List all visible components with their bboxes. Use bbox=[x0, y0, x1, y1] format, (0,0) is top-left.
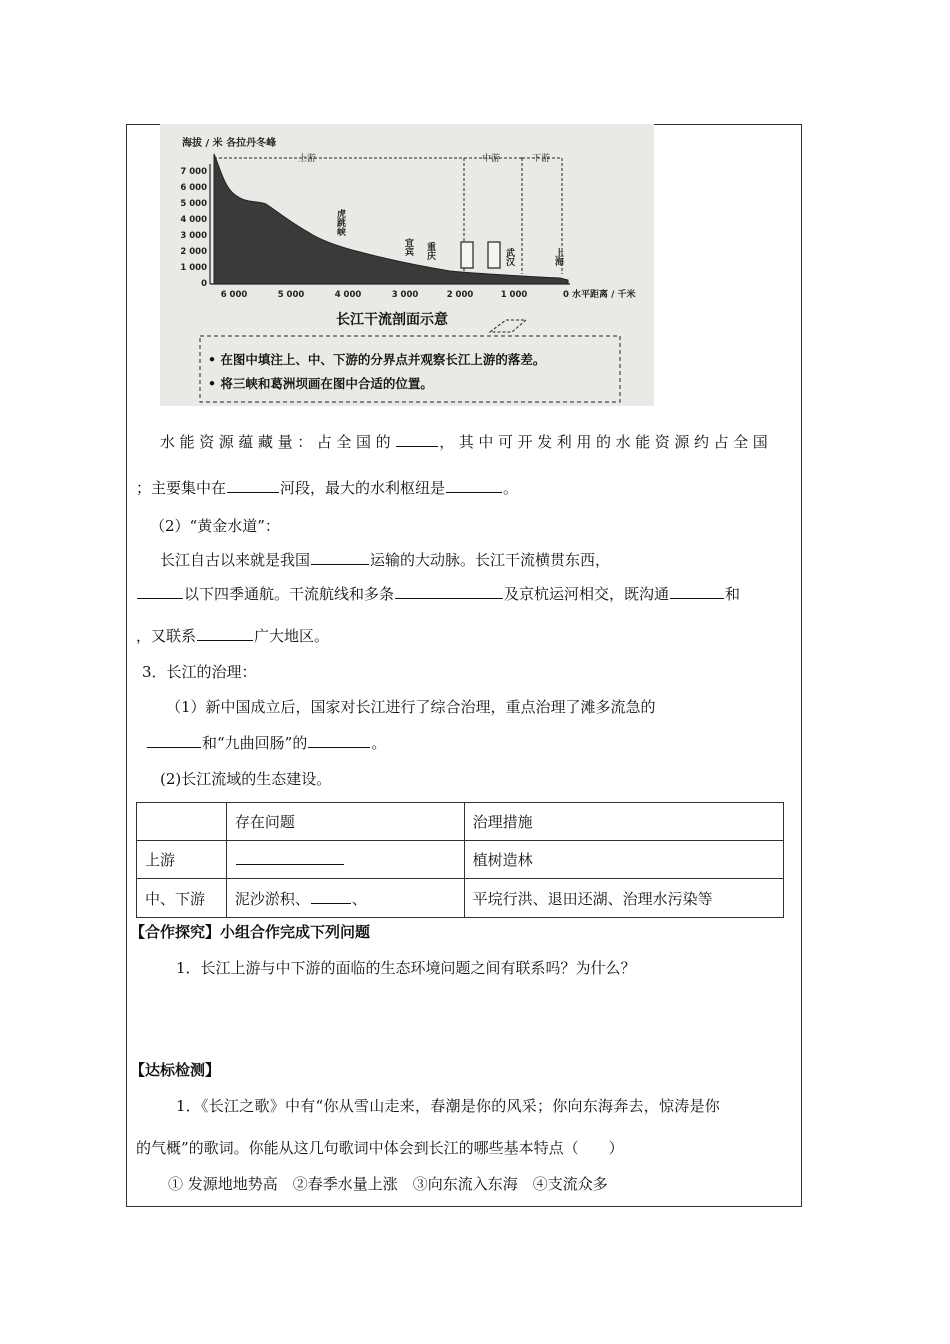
table-header-cell: 治理措施 bbox=[464, 803, 783, 841]
figure-title: 长江干流剖面示意 bbox=[336, 312, 448, 328]
govern-title: 3．长江的治理： bbox=[142, 663, 257, 681]
y-tick: 5 000 bbox=[180, 199, 207, 209]
x-tick: 4 000 bbox=[334, 290, 362, 300]
place-label-chongqing: 重庆 bbox=[425, 242, 435, 260]
notes-box bbox=[200, 336, 620, 402]
table-cell-region: 上游 bbox=[137, 841, 227, 879]
table-cell-problem bbox=[226, 879, 464, 918]
problem-text: 、 bbox=[351, 889, 367, 908]
govern-line-1: （1）新中国成立后，国家对长江进行了综合治理，重点治理了滩多流急的 bbox=[166, 698, 656, 716]
y-tick: 2 000 bbox=[180, 247, 207, 257]
x-tick: 3 000 bbox=[391, 290, 419, 300]
hydro-text: ，其中可开发利用的水能资源约占全国 bbox=[439, 433, 773, 451]
golden-line-3 bbox=[136, 626, 329, 646]
x-tick: 2 000 bbox=[446, 290, 474, 300]
blank-lower-problem[interactable] bbox=[311, 889, 351, 904]
blank-hydro-project[interactable] bbox=[446, 478, 502, 493]
hydro-line-1 bbox=[160, 432, 772, 452]
hydro-text: 。 bbox=[503, 479, 519, 497]
place-label-hutiaoxia: 虎跳峡 bbox=[335, 209, 345, 236]
blank-navigation-start[interactable] bbox=[137, 584, 183, 599]
figure-note-1: • 在图中填注上、中、下游的分界点并观察长江上游的落差。 bbox=[208, 352, 546, 367]
govern-text: 和“九曲回肠”的 bbox=[202, 734, 308, 752]
table-cell-region: 中、下游 bbox=[137, 879, 227, 918]
lower-segment-label: 下游 bbox=[532, 154, 551, 164]
blank-rapids-section[interactable] bbox=[147, 733, 201, 748]
golden-line-1 bbox=[160, 550, 610, 570]
table-header-cell bbox=[137, 803, 227, 841]
table-row bbox=[137, 841, 784, 879]
problem-text: 泥沙淤积、 bbox=[234, 889, 310, 908]
table-header-cell: 存在问题 bbox=[226, 803, 464, 841]
golden-line-2 bbox=[136, 584, 740, 604]
golden-text: 和 bbox=[725, 585, 741, 603]
blank-hydro-share[interactable] bbox=[396, 432, 438, 447]
y-tick: 4 000 bbox=[180, 215, 207, 225]
blank-upper-problem[interactable] bbox=[236, 850, 344, 865]
golden-text: 及京杭运河相交，既沟通 bbox=[504, 585, 670, 603]
hydro-text: ；主要集中在 bbox=[136, 479, 227, 497]
blank-meander-section[interactable] bbox=[308, 733, 370, 748]
callout-pointer bbox=[490, 320, 526, 332]
blank-connect[interactable] bbox=[670, 584, 724, 599]
figure-note-2: • 将三峡和葛洲坝画在图中合适的位置。 bbox=[208, 376, 433, 391]
yangtze-profile-figure bbox=[160, 124, 654, 406]
eco-table bbox=[136, 802, 784, 918]
x-tick: 6 000 bbox=[220, 290, 248, 300]
place-label-wuhan: 武汉 bbox=[504, 248, 514, 266]
eco-title: (2)长江流域的生态建设。 bbox=[160, 770, 332, 788]
test-question-1-options: ① 发源地地势高 ②春季水量上涨 ③向东流入东海 ④支流众多 bbox=[168, 1175, 608, 1193]
blank-box-upper-middle bbox=[461, 242, 473, 268]
river-profile bbox=[214, 154, 568, 284]
x-tick: 1 000 bbox=[500, 290, 528, 300]
y-tick: 1 000 bbox=[180, 263, 207, 273]
hydro-line-2 bbox=[136, 478, 518, 498]
test-heading: 【达标检测】 bbox=[130, 1061, 221, 1079]
hydro-text: 河段，最大的水利枢纽是 bbox=[280, 479, 446, 497]
golden-text: 运输的大动脉。长江干流横贯东西， bbox=[370, 551, 611, 569]
x-tick: 5 000 bbox=[277, 290, 305, 300]
middle-segment-label: 中游 bbox=[482, 154, 501, 164]
y-tick: 0 bbox=[201, 279, 207, 289]
y-tick: 3 000 bbox=[180, 231, 207, 241]
place-label-yibin: 宜宾 bbox=[403, 238, 413, 256]
golden-title: （2）“黄金水道”： bbox=[150, 517, 280, 535]
table-header-row bbox=[137, 803, 784, 841]
x-tick: 0 bbox=[563, 290, 569, 300]
golden-text: 长江自古以来就是我国 bbox=[160, 551, 311, 569]
table-cell-problem bbox=[226, 841, 464, 879]
table-row bbox=[137, 879, 784, 918]
golden-text: ，又联系 bbox=[136, 627, 197, 645]
y-tick: 6 000 bbox=[180, 183, 207, 193]
blank-box-middle-lower bbox=[488, 242, 500, 268]
y-axis-label: 海拔 / 米 各拉丹冬峰 bbox=[182, 138, 277, 149]
blank-region[interactable] bbox=[197, 626, 253, 641]
blank-river-section[interactable] bbox=[227, 478, 279, 493]
govern-line-2 bbox=[146, 733, 386, 753]
hydro-text: 水能资源蕴藏量：占全国的 bbox=[160, 433, 396, 451]
blank-tributaries[interactable] bbox=[395, 584, 503, 599]
place-label-shanghai: 上海 bbox=[553, 248, 563, 266]
upper-segment-label: 上游 bbox=[298, 154, 317, 164]
coop-heading: 【合作探究】小组合作完成下列问题 bbox=[130, 923, 371, 941]
test-question-1-line-2: 的气概”的歌词。你能从这几句歌词中体会到长江的哪些基本特点（ ） bbox=[136, 1139, 624, 1157]
test-question-1-line-1: 1．《长江之歌》中有“你从雪山走来，春潮是你的风采；你向东海奔去，惊涛是你 bbox=[176, 1097, 720, 1115]
table-cell-measure: 平垸行洪、退田还湖、治理水污染等 bbox=[464, 879, 783, 918]
table-cell-measure: 植树造林 bbox=[464, 841, 783, 879]
blank-transport[interactable] bbox=[311, 550, 369, 565]
golden-text: 以下四季通航。干流航线和多条 bbox=[184, 585, 395, 603]
coop-question-1: 1．长江上游与中下游的面临的生态环境问题之间有联系吗？为什么？ bbox=[176, 959, 636, 977]
govern-text: 。 bbox=[371, 734, 387, 752]
y-tick: 7 000 bbox=[180, 167, 207, 177]
x-axis-label: 水平距离 / 千米 bbox=[572, 290, 636, 300]
golden-text: 广大地区。 bbox=[254, 627, 330, 645]
